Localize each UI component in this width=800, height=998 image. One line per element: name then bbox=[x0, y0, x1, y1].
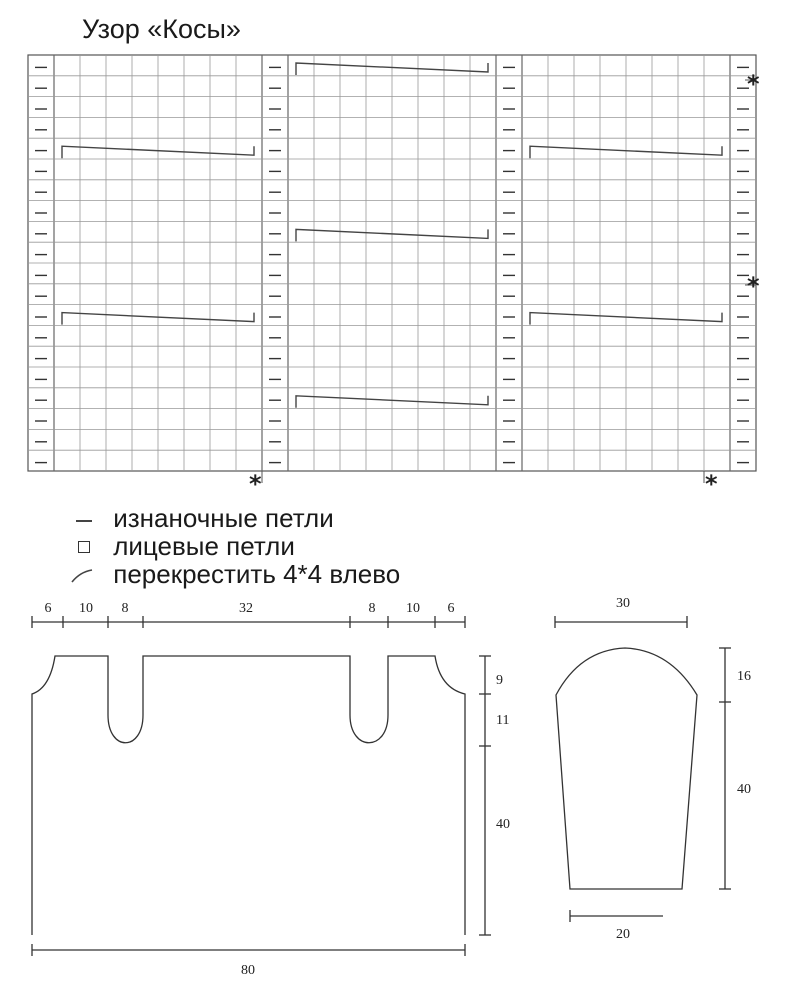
body-width-label: 8 bbox=[121, 601, 129, 616]
repeat-marker-star: * bbox=[249, 470, 262, 498]
repeat-marker-star: * bbox=[747, 272, 760, 300]
sleeve-bottom-width-label: 20 bbox=[616, 927, 630, 942]
body-height-label: 9 bbox=[496, 673, 503, 688]
legend-label: изнаночные петли bbox=[113, 503, 334, 533]
legend-label: лицевые петли bbox=[113, 531, 295, 561]
body-bottom-width-label: 80 bbox=[241, 963, 255, 978]
repeat-marker-star: * bbox=[705, 470, 718, 498]
body-pattern bbox=[32, 616, 491, 956]
body-outline bbox=[32, 656, 465, 935]
sleeve-height-label: 16 bbox=[737, 669, 751, 684]
body-height-label: 11 bbox=[496, 713, 510, 728]
pattern-title: Узор «Косы» bbox=[82, 14, 241, 44]
sleeve-top-width-label: 30 bbox=[616, 596, 630, 611]
body-width-label: 6 bbox=[447, 601, 455, 616]
sleeve-pattern bbox=[555, 616, 731, 922]
sleeve-height-label: 40 bbox=[737, 782, 751, 797]
legend-label: перекрестить 4*4 влево bbox=[113, 559, 401, 589]
body-width-label: 10 bbox=[406, 601, 420, 616]
body-width-label: 32 bbox=[239, 601, 253, 616]
repeat-marker-star: * bbox=[747, 70, 760, 98]
body-width-label: 8 bbox=[368, 601, 376, 616]
body-width-label: 6 bbox=[44, 601, 52, 616]
sleeve-outline bbox=[556, 648, 697, 889]
body-width-label: 10 bbox=[79, 601, 93, 616]
body-height-label: 40 bbox=[496, 817, 510, 832]
